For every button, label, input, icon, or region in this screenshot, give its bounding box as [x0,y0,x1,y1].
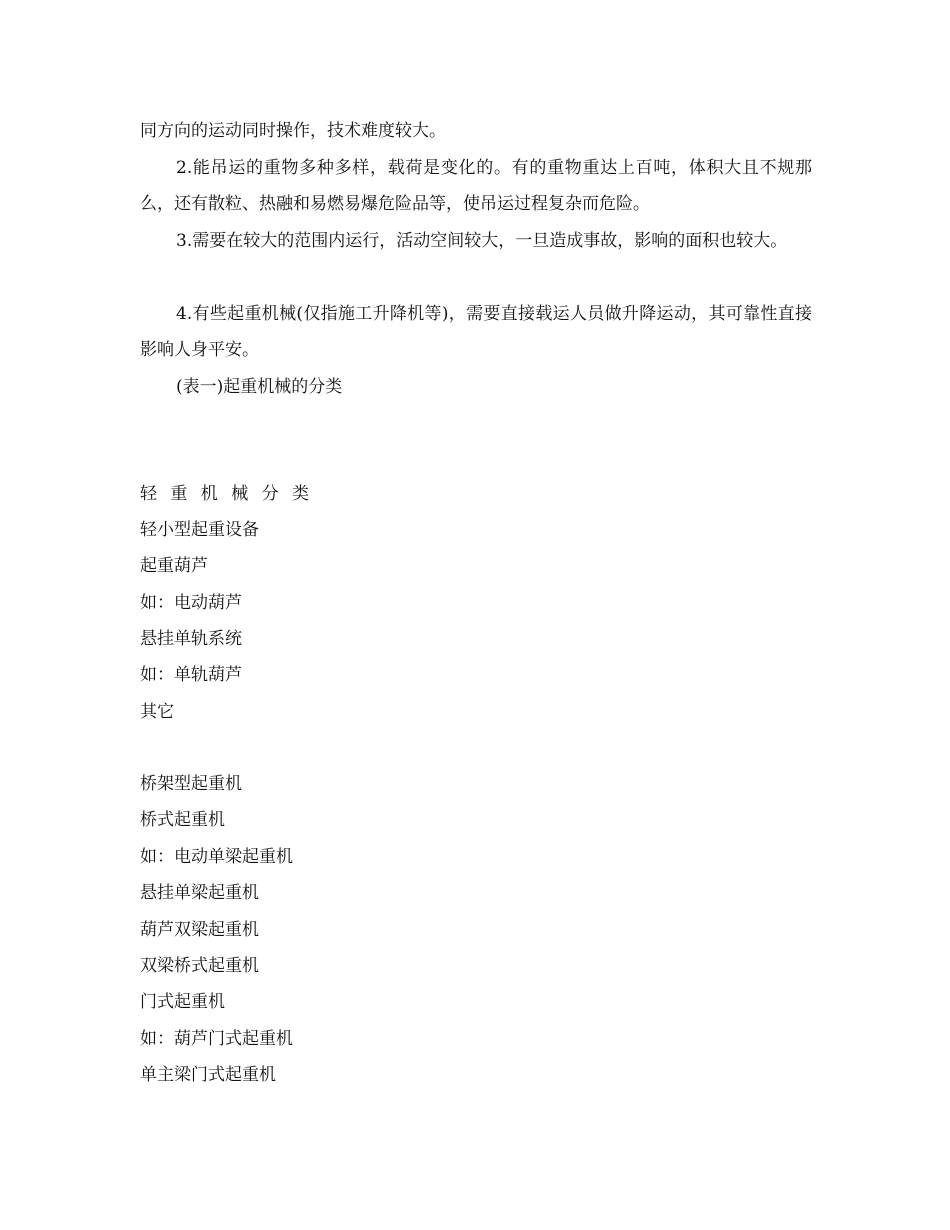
table-cell: 单主梁门式起重机 [140,1065,276,1085]
table-cell: 如：单轨葫芦 [140,665,242,685]
table-cell: 轻小型起重设备 [140,520,259,540]
paragraph-continuation: 同方向的运动同时操作，技术难度较大。 [140,121,446,141]
paragraph-item-2: 2.能吊运的重物多种多样，载荷是变化的。有的重物重达上百吨，体积大且不规那么，还有散粒、热融和易燃易爆危险品等，使吊运过程复杂而危险。 [140,158,812,214]
table-heading: 轻 重 机 械 分 类 [140,484,314,504]
table-cell: 桥架型起重机 [140,774,242,794]
table-cell: 葫芦双梁起重机 [140,920,259,940]
table-cell: 其它 [140,702,174,722]
table-cell: 如：葫芦门式起重机 [140,1029,293,1049]
paragraph-item-3: 3.需要在较大的范围内运行，活动空间较大，一旦造成事故，影响的面积也较大。 [176,231,788,251]
table-cell: 悬挂单梁起重机 [140,883,259,903]
table-cell: 双梁桥式起重机 [140,956,259,976]
paragraph-item-4: 4.有些起重机械(仅指施工升降机等)，需要直接载运人员做升降运动，其可靠性直接影响人身平安。 [140,304,812,360]
table-cell: 如：电动葫芦 [140,593,242,613]
table-cell: 如：电动单梁起重机 [140,847,293,867]
table-cell: 桥式起重机 [140,810,225,830]
table-caption: (表一)起重机械的分类 [176,377,343,397]
table-cell: 门式起重机 [140,992,225,1012]
table-cell: 起重葫芦 [140,556,208,576]
table-cell: 悬挂单轨系统 [140,629,242,649]
